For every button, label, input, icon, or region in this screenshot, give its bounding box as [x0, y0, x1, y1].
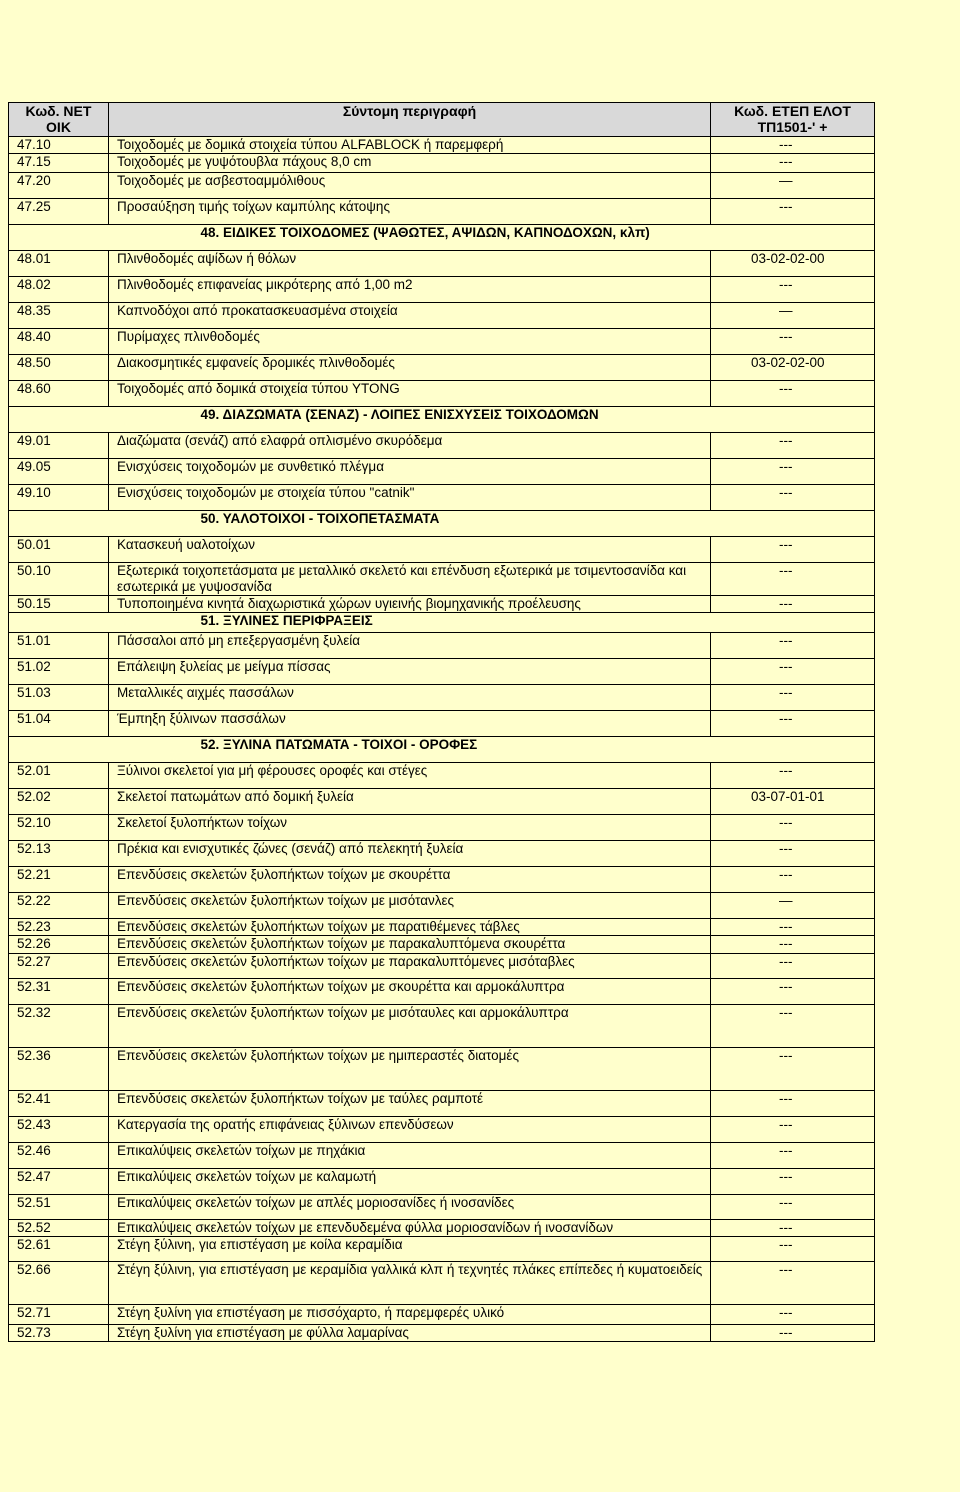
item-elot-code: ---	[711, 1005, 875, 1048]
item-elot-code: ---	[711, 763, 875, 789]
item-code: 48.40	[9, 329, 109, 355]
item-elot-code: ---	[711, 563, 875, 596]
table-row	[9, 563, 875, 596]
item-description: Στέγη ξυλίνη για επιστέγαση με πισσόχαρτο, ή παρεμφερές υλικό	[109, 1305, 711, 1325]
item-description: Επενδύσεις σκελετών ξυλοπήκτων τοίχων με μισόταυλες και αρμοκάλυπτρα	[109, 1005, 711, 1048]
item-code: 52.21	[9, 867, 109, 893]
item-code: 47.15	[9, 154, 109, 173]
table-row	[9, 485, 875, 511]
table-row	[9, 1048, 875, 1091]
item-elot-code: ---	[711, 596, 875, 613]
item-description: Σκελετοί ξυλοπήκτων τοίχων	[109, 815, 711, 841]
table-row	[9, 685, 875, 711]
table-row	[9, 659, 875, 685]
item-description: Κατεργασία της ορατής επιφάνειας ξύλινων επενδύσεων	[109, 1117, 711, 1143]
table-row	[9, 251, 875, 277]
item-elot-code: ---	[711, 433, 875, 459]
item-elot-code: 03-07-01-01	[711, 789, 875, 815]
section-title: 51. ΞΥΛΙΝΕΣ ΠΕΡΙΦΡΑΞΕΙΣ	[109, 613, 875, 633]
item-description: Ενισχύσεις τοιχοδομών με συνθετικό πλέγμα	[109, 459, 711, 485]
item-code: 52.36	[9, 1048, 109, 1091]
item-elot-code: ---	[711, 485, 875, 511]
table-row	[9, 303, 875, 329]
table-row	[9, 919, 875, 936]
table-row	[9, 1143, 875, 1169]
item-description: Τοιχοδομές από δομικά στοιχεία τύπου YTONG	[109, 381, 711, 407]
item-elot-code: ---	[711, 633, 875, 659]
item-code: 52.43	[9, 1117, 109, 1143]
item-code: 52.23	[9, 919, 109, 936]
item-elot-code: ---	[711, 1048, 875, 1091]
item-elot-code: ---	[711, 711, 875, 737]
item-description: Ξύλινοι σκελετοί για μή φέρουσες οροφές και στέγες	[109, 763, 711, 789]
item-elot-code: 03-02-02-00	[711, 355, 875, 381]
item-description: Επικαλύψεις σκελετών τοίχων με επενδυδεμένα φύλλα μοριοσανίδων ή ινοσανίδων	[109, 1220, 711, 1237]
item-elot-code: ---	[711, 1262, 875, 1305]
item-description: Προσαύξηση τιμής τοίχων καμπύλης κάτοψης	[109, 199, 711, 225]
item-code: 52.13	[9, 841, 109, 867]
table-row	[9, 199, 875, 225]
table-row	[9, 433, 875, 459]
item-elot-code: 03-02-02-00	[711, 251, 875, 277]
item-description: Πυρίμαχες πλινθοδομές	[109, 329, 711, 355]
item-description: Επενδύσεις σκελετών ξυλοπήκτων τοίχων με ημιπεραστές διατομές	[109, 1048, 711, 1091]
item-elot-code: ---	[711, 1195, 875, 1220]
section-row	[9, 407, 875, 433]
section-title: 49. ΔΙΑΖΩΜΑΤΑ (ΣΕΝΑΖ) - ΛΟΙΠΕΣ ΕΝΙΣΧΥΣΕΙΣ ΤΟΙΧΟΔΟΜΩΝ	[109, 407, 875, 433]
item-code: 52.71	[9, 1305, 109, 1325]
item-elot-code: ---	[711, 1143, 875, 1169]
item-code: 50.01	[9, 537, 109, 563]
table-row	[9, 711, 875, 737]
table-row	[9, 1169, 875, 1195]
table-row	[9, 1195, 875, 1220]
header-code-elot: Κωδ. ΕΤΕΠ ΕΛΟΤ ΤΠ1501-' +	[711, 103, 875, 137]
item-code: 50.10	[9, 563, 109, 596]
item-code: 52.26	[9, 936, 109, 954]
item-code: 48.60	[9, 381, 109, 407]
item-code: 52.27	[9, 954, 109, 979]
table-row	[9, 1117, 875, 1143]
item-description: Έμπηξη ξύλινων πασσάλων	[109, 711, 711, 737]
item-code: 52.52	[9, 1220, 109, 1237]
section-title: 50. ΥΑΛΟΤΟΙΧΟΙ - ΤΟΙΧΟΠΕΤΑΣΜΑΤΑ	[109, 511, 875, 537]
section-row	[9, 737, 875, 763]
item-code: 47.10	[9, 137, 109, 154]
item-elot-code: ---	[711, 1091, 875, 1117]
table-row	[9, 459, 875, 485]
item-description: Τοιχοδομές με δομικά στοιχεία τύπου ALFABLOCK ή παρεμφερή	[109, 137, 711, 154]
item-description: Πάσσαλοι από μη επεξεργασμένη ξυλεία	[109, 633, 711, 659]
item-code: 51.04	[9, 711, 109, 737]
item-code: 52.66	[9, 1262, 109, 1305]
item-elot-code: ---	[711, 277, 875, 303]
item-description: Στέγη ξύλινη, για επιστέγαση με κεραμίδια γαλλικά κλπ ή τεχνητές πλάκες επίπεδες ή κυματοειδείς	[109, 1262, 711, 1305]
table-row	[9, 381, 875, 407]
section-title: 48. ΕΙΔΙΚΕΣ ΤΟΙΧΟΔΟΜΕΣ (ΨΑΘΩΤΕΣ, ΑΨΙΔΩΝ, ΚΑΠΝΟΔΟΧΩΝ, κλπ)	[109, 225, 875, 251]
item-elot-code: —	[711, 173, 875, 199]
table-body	[9, 137, 875, 1342]
item-code: 49.01	[9, 433, 109, 459]
item-elot-code: ---	[711, 537, 875, 563]
item-code: 48.50	[9, 355, 109, 381]
table-row	[9, 867, 875, 893]
item-code: 52.73	[9, 1325, 109, 1342]
item-description: Μεταλλικές αιχμές πασσάλων	[109, 685, 711, 711]
table-row	[9, 815, 875, 841]
item-description: Εξωτερικά τοιχοπετάσματα με μεταλλικό σκελετό και επένδυση εξωτερικά με τσιμεντοσανίδα και εσωτερικά με γυψοσανίδα	[109, 563, 711, 596]
item-code: 48.35	[9, 303, 109, 329]
item-elot-code: ---	[711, 137, 875, 154]
item-description: Σκελετοί πατωμάτων από δομική ξυλεία	[109, 789, 711, 815]
item-description: Διακοσμητικές εμφανείς δρομικές πλινθοδομές	[109, 355, 711, 381]
table-row	[9, 355, 875, 381]
section-title: 52. ΞΥΛΙΝΑ ΠΑΤΩΜΑΤΑ - ΤΟΙΧΟΙ - ΟΡΟΦΕΣ	[109, 737, 875, 763]
item-description: Επενδύσεις σκελετών ξυλοπήκτων τοίχων με παρακαλυπτόμενα σκουρέττα	[109, 936, 711, 954]
item-description: Ενισχύσεις τοιχοδομών με στοιχεία τύπου "catnik"	[109, 485, 711, 511]
table-row	[9, 633, 875, 659]
item-description: Επενδύσεις σκελετών ξυλοπήκτων τοίχων με παρατιθέμενες τάβλες	[109, 919, 711, 936]
item-description: Τοιχοδομές με ασβεστοαμμόλιθους	[109, 173, 711, 199]
section-row	[9, 613, 875, 633]
item-code: 48.01	[9, 251, 109, 277]
item-code: 47.20	[9, 173, 109, 199]
item-elot-code: ---	[711, 685, 875, 711]
work-items-table	[8, 102, 875, 1342]
item-elot-code: ---	[711, 1220, 875, 1237]
item-code: 52.10	[9, 815, 109, 841]
item-code: 52.61	[9, 1237, 109, 1262]
item-code: 49.05	[9, 459, 109, 485]
item-description: Τυποποιημένα κινητά διαχωριστικά χώρων υγιεινής βιομηχανικής προέλευσης	[109, 596, 711, 613]
item-elot-code: ---	[711, 1305, 875, 1325]
item-description: Επικαλύψεις σκελετών τοίχων με απλές μοριοσανίδες ή ινοσανίδες	[109, 1195, 711, 1220]
item-elot-code: ---	[711, 1169, 875, 1195]
item-elot-code: ---	[711, 1325, 875, 1342]
table-row	[9, 979, 875, 1005]
item-description: Επενδύσεις σκελετών ξυλοπήκτων τοίχων με σκουρέττα και αρμοκάλυπτρα	[109, 979, 711, 1005]
item-description: Κατασκευή υαλοτοίχων	[109, 537, 711, 563]
item-description: Καπνοδόχοι από προκατασκευασμένα στοιχεία	[109, 303, 711, 329]
table-row	[9, 137, 875, 154]
item-code: 52.41	[9, 1091, 109, 1117]
item-description: Επικαλύψεις σκελετών τοίχων με καλαμωτή	[109, 1169, 711, 1195]
section-spacer	[9, 407, 109, 433]
table-row	[9, 893, 875, 919]
table-row	[9, 1325, 875, 1342]
item-description: Στέγη ξύλινη, για επιστέγαση με κοίλα κεραμίδια	[109, 1237, 711, 1262]
item-description: Τοιχοδομές με γυψότουβλα πάχους 8,0 cm	[109, 154, 711, 173]
table-header-row	[9, 103, 875, 137]
item-code: 52.47	[9, 1169, 109, 1195]
item-elot-code: ---	[711, 659, 875, 685]
table-row	[9, 936, 875, 954]
section-row	[9, 511, 875, 537]
item-elot-code: ---	[711, 381, 875, 407]
table-row	[9, 596, 875, 613]
item-elot-code: ---	[711, 954, 875, 979]
header-description: Σύντομη περιγραφή	[109, 103, 711, 137]
table-row	[9, 841, 875, 867]
table-row	[9, 1091, 875, 1117]
header-code-net: Κωδ. ΝΕΤ ΟΙΚ	[9, 103, 109, 137]
table-row	[9, 954, 875, 979]
item-code: 52.02	[9, 789, 109, 815]
item-description: Πρέκια και ενισχυτικές ζώνες (σενάζ) από πελεκητή ξυλεία	[109, 841, 711, 867]
item-elot-code: —	[711, 893, 875, 919]
item-code: 51.03	[9, 685, 109, 711]
item-code: 52.51	[9, 1195, 109, 1220]
item-description: Στέγη ξυλίνη για επιστέγαση με φύλλα λαμαρίνας	[109, 1325, 711, 1342]
table-row	[9, 277, 875, 303]
item-elot-code: ---	[711, 919, 875, 936]
table-row	[9, 1305, 875, 1325]
table-row	[9, 154, 875, 173]
item-elot-code: ---	[711, 979, 875, 1005]
item-code: 47.25	[9, 199, 109, 225]
item-elot-code: —	[711, 303, 875, 329]
table-row	[9, 789, 875, 815]
item-elot-code: ---	[711, 1237, 875, 1262]
item-elot-code: ---	[711, 1117, 875, 1143]
item-description: Επενδύσεις σκελετών ξυλοπήκτων τοίχων με ταύλες ραμποτέ	[109, 1091, 711, 1117]
item-elot-code: ---	[711, 841, 875, 867]
item-description: Επικαλύψεις σκελετών τοίχων με πηχάκια	[109, 1143, 711, 1169]
table-row	[9, 763, 875, 789]
item-elot-code: ---	[711, 154, 875, 173]
table-row	[9, 1262, 875, 1305]
section-spacer	[9, 511, 109, 537]
item-code: 49.10	[9, 485, 109, 511]
item-code: 51.01	[9, 633, 109, 659]
item-code: 51.02	[9, 659, 109, 685]
section-row	[9, 225, 875, 251]
table-row	[9, 329, 875, 355]
section-spacer	[9, 225, 109, 251]
item-description: Πλινθοδομές επιφανείας μικρότερης από 1,00 m2	[109, 277, 711, 303]
item-code: 52.31	[9, 979, 109, 1005]
item-elot-code: ---	[711, 815, 875, 841]
table-row	[9, 1220, 875, 1237]
item-elot-code: ---	[711, 867, 875, 893]
item-description: Επενδύσεις σκελετών ξυλοπήκτων τοίχων με μισότανλες	[109, 893, 711, 919]
item-code: 50.15	[9, 596, 109, 613]
item-code: 52.46	[9, 1143, 109, 1169]
section-spacer	[9, 613, 109, 633]
item-description: Επενδύσεις σκελετών ξυλοπήκτων τοίχων με παρακαλυπτόμενες μισόταβλες	[109, 954, 711, 979]
item-elot-code: ---	[711, 329, 875, 355]
item-elot-code: ---	[711, 199, 875, 225]
table-row	[9, 173, 875, 199]
table-row	[9, 1237, 875, 1262]
item-code: 52.01	[9, 763, 109, 789]
item-code: 52.22	[9, 893, 109, 919]
section-spacer	[9, 737, 109, 763]
item-description: Πλινθοδομές αψίδων ή θόλων	[109, 251, 711, 277]
item-code: 48.02	[9, 277, 109, 303]
item-elot-code: ---	[711, 936, 875, 954]
table-row	[9, 1005, 875, 1048]
item-code: 52.32	[9, 1005, 109, 1048]
table-row	[9, 537, 875, 563]
item-description: Επάλειψη ξυλείας με μείγμα πίσσας	[109, 659, 711, 685]
item-elot-code: ---	[711, 459, 875, 485]
item-description: Επενδύσεις σκελετών ξυλοπήκτων τοίχων με σκουρέττα	[109, 867, 711, 893]
item-description: Διαζώματα (σενάζ) από ελαφρά οπλισμένο σκυρόδεμα	[109, 433, 711, 459]
